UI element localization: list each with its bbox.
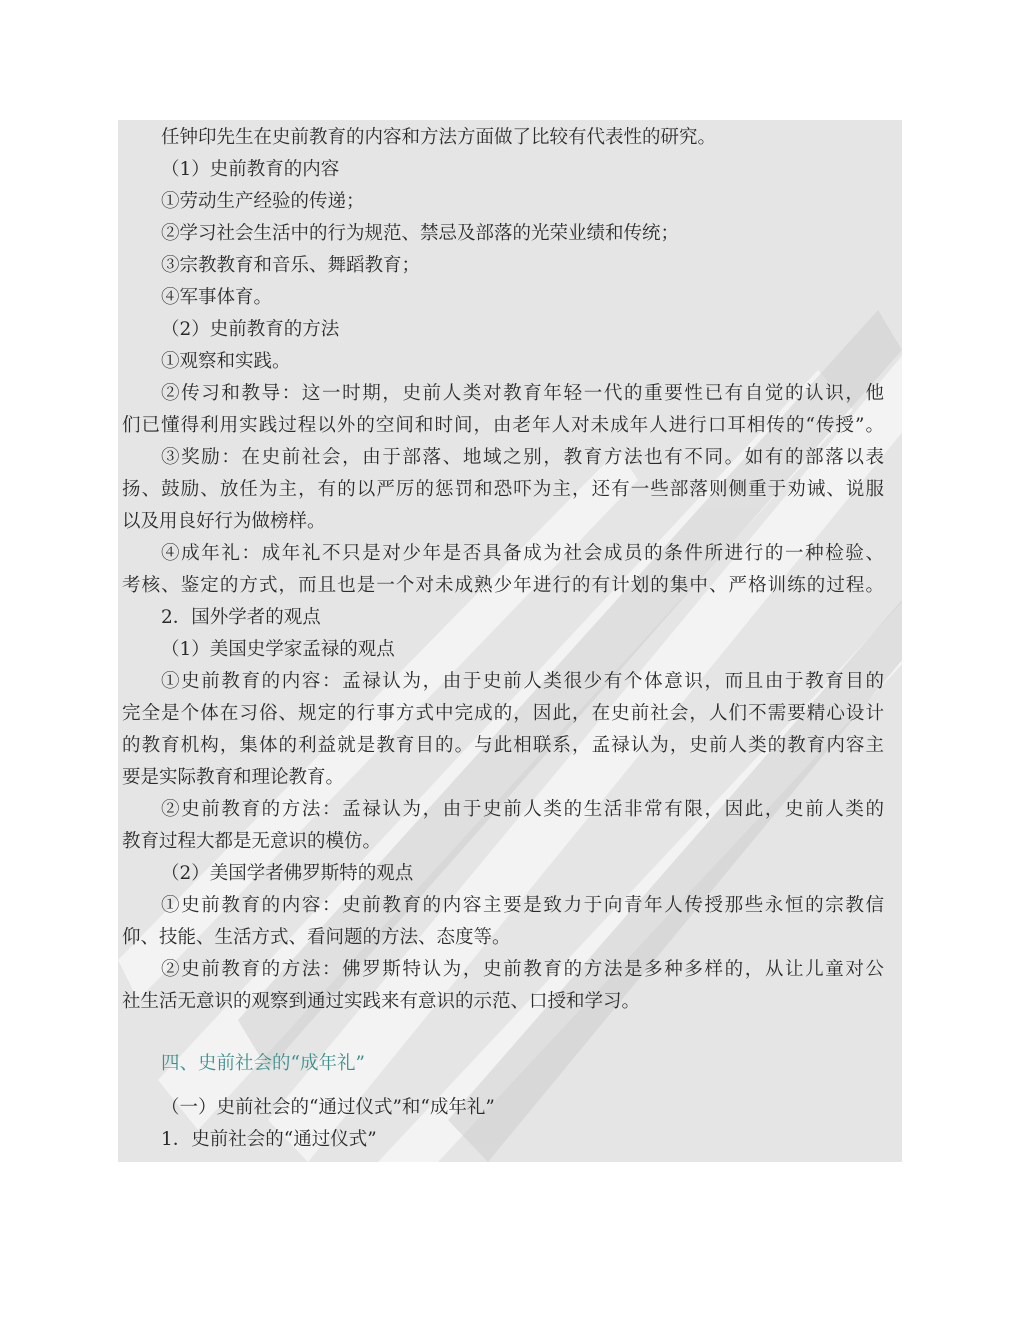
paragraph-line: 完全是个体在习俗、规定的行事方式中完成的，因此，在史前社会，人们不需要精心设计	[122, 703, 884, 724]
paragraph-line: ①史前教育的内容：孟禄认为，由于史前人类很少有个体意识，而且由于教育目的	[161, 671, 884, 692]
subheading: 2．国外学者的观点	[161, 607, 321, 628]
paragraph-line: 任钟印先生在史前教育的内容和方法方面做了比较有代表性的研究。	[161, 127, 717, 148]
paragraph-line: ④成年礼：成年礼不只是对少年是否具备成为社会成员的条件所进行的一种检验、	[161, 543, 884, 564]
list-item: ②学习社会生活中的行为规范、禁忌及部落的光荣业绩和传统；	[161, 223, 680, 244]
paragraph-line: 的教育机构，集体的利益就是教育目的。与此相联系，孟禄认为，史前人类的教育内容主	[122, 735, 884, 756]
paragraph-line: 扬、鼓励、放任为主，有的以严厉的惩罚和恐吓为主，还有一些部落则侧重于劝诫、说服	[122, 479, 884, 500]
paragraph-line: 要是实际教育和理论教育。	[122, 767, 345, 788]
subheading: （一）史前社会的“通过仪式”和“成年礼”	[161, 1097, 495, 1118]
paragraph-line: 以及用良好行为做榜样。	[122, 511, 326, 532]
paragraph-line: 社生活无意识的观察到通过实践来有意识的示范、口授和学习。	[122, 991, 641, 1012]
paragraph-line: ②传习和教导：这一时期，史前人类对教育年轻一代的重要性已有自觉的认识，他	[161, 383, 884, 404]
subheading: （1）史前教育的内容	[161, 159, 340, 180]
text-panel	[118, 120, 902, 1162]
paragraph-line: ②史前教育的方法：佛罗斯特认为，史前教育的方法是多种多样的，从让儿童对公	[161, 959, 884, 980]
paragraph-line: 考核、鉴定的方式，而且也是一个对未成熟少年进行的有计划的集中、严格训练的过程。	[122, 575, 884, 596]
paragraph-line: ①史前教育的内容：史前教育的内容主要是致力于向青年人传授那些永恒的宗教信	[161, 895, 884, 916]
paragraph-line: ③奖励：在史前社会，由于部落、地域之别，教育方法也有不同。如有的部落以表	[161, 447, 884, 468]
subheading: 1．史前社会的“通过仪式”	[161, 1129, 377, 1150]
list-item: ④军事体育。	[161, 287, 273, 308]
list-item: ①观察和实践。	[161, 351, 291, 372]
list-item: ③宗教教育和音乐、舞蹈教育；	[161, 255, 421, 276]
paragraph-line: 们已懂得利用实践过程以外的空间和时间，由老年人对未成年人进行口耳相传的“传授”。	[122, 415, 884, 436]
paragraph-line: 教育过程大都是无意识的模仿。	[122, 831, 382, 852]
subheading: （1）美国史学家孟禄的观点	[161, 639, 395, 660]
subheading: （2）美国学者佛罗斯特的观点	[161, 863, 414, 884]
paragraph-line: ②史前教育的方法：孟禄认为，由于史前人类的生活非常有限，因此，史前人类的	[161, 799, 884, 820]
list-item: ①劳动生产经验的传递；	[161, 191, 365, 212]
subheading: （2）史前教育的方法	[161, 319, 340, 340]
section-heading: 四、史前社会的“成年礼”	[161, 1053, 365, 1074]
paragraph-line: 仰、技能、生活方式、看问题的方法、态度等。	[122, 927, 511, 948]
